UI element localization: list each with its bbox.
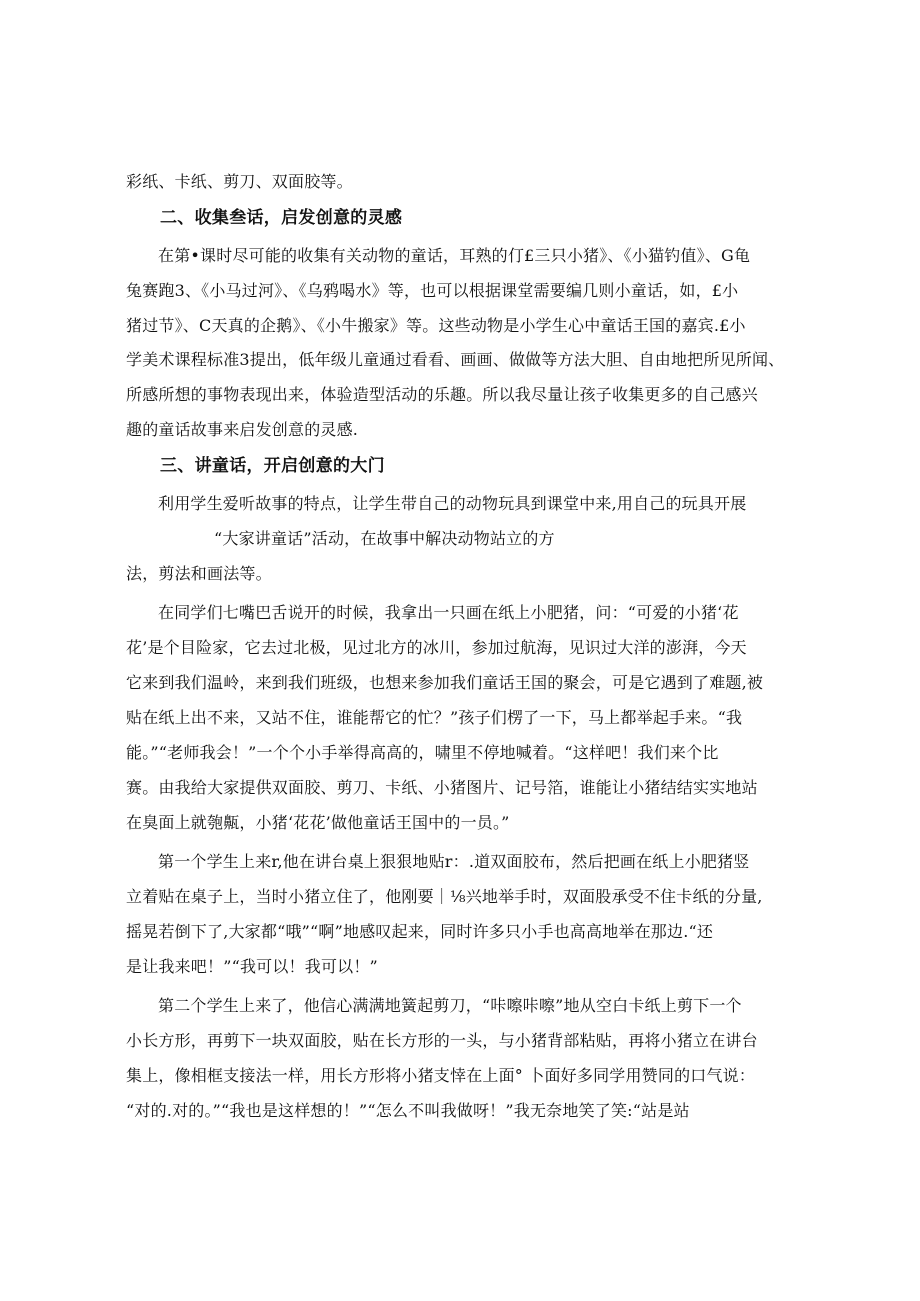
text-line: 学美术课程标准3提出，低年级儿童通过看看、画画、做做等方法大胆、自由地把所见所闻、 (126, 350, 785, 369)
text-line: 猪过节》、C天真的企鹅》、《小牛搬家》等。这些动物是小学生心中童话王国的嘉宾.£小 (126, 316, 746, 335)
text-line: 第一个学生上来r,他在讲台桌上狠狠地贴r：.道双面胶布，然后把画在纸上小肥猪竖 (158, 852, 750, 871)
text-line: 在同学们七嘴巴舌说开的时候，我拿出一只画在纸上小肥猪，问：“可爱的小猪‘花 (158, 603, 739, 622)
text-line: 贴在纸上出不来，又站不住，谁能帮它的忙？”孩子们楞了一下，马上都举起手来。“我 (126, 708, 743, 727)
section-heading-2: 二、收集叁话，启发创意的灵感 (160, 208, 403, 228)
text-line: 在臭面上就匏齀，小猪‘花花’做他童话王国中的一员。” (126, 813, 510, 832)
text-line: 是让我来吧！”“我可以！我可以！” (126, 957, 378, 976)
text-line: 彩纸、卡纸、剪刀、双面胶等。 (126, 172, 353, 191)
text-line: 立着贴在桌子上，当时小猪立住了，他刚要｜⅛兴地举手时，双面股承受不住卡纸的分量, (126, 887, 763, 906)
text-line: “对的.对的。”“我也是这样想的！”“怎么不叫我做呀！”我无奈地笑了笑:“站是站 (126, 1101, 690, 1120)
text-line: 利用学生爱听故事的特点，让学生带自己的动物玩具到课堂中来,用自己的玩具开展 (158, 494, 747, 513)
text-line: 法，剪法和画法等。 (126, 564, 272, 583)
text-line: 花’是个目险家，它去过北极，见过北方的冰川，参加过航海，见识过大洋的澎湃，今天 (126, 638, 747, 657)
text-line: 所感所想的事物表现出来，体验造型活动的乐趣。所以我尽量让孩子收集更多的自己感兴 (126, 385, 758, 404)
text-line: 摇晃若倒下了,大家都“哦”“啊”地感叹起来，同时许多只小手也高高地举在那边.“还 (126, 922, 714, 941)
text-line: 赛。由我给大家提供双面胶、剪刀、卡纸、小猪图片、记号箔，谁能让小猪结结实实地站 (126, 778, 758, 797)
text-line: 能。”“老师我会！”一个个小手举得高高的，啸里不停地喊着。“这样吧！我们来个比 (126, 743, 719, 762)
text-line: “大家讲童话”活动，在故事中解决动物站立的方 (214, 529, 555, 548)
section-heading-3: 三、讲童话，开启创意的大门 (160, 456, 385, 476)
text-line: 在第•课时尽可能的收集有关动物的童话，耳熟的仃£三只小猪》、《小猫钓值》、G龟 (158, 246, 751, 265)
text-line: 集上，像相框支接法一样，用长方形将小猪支悻在上面° 卜面好多同学用赞同的口气说： (126, 1066, 756, 1085)
text-line: 小长方形，再剪下一块双面胶，贴在长方形的一头，与小猪背部粘贴，再将小猪立在讲台 (126, 1031, 758, 1050)
text-line: 趣的童话故事来启发创意的灵感. (126, 420, 359, 439)
text-line: 兔赛跑3、《小马过河》、《乌鸦喝水》等，也可以根据课堂需要编几则小童话，如，£小 (126, 281, 739, 300)
text-line: 第二个学生上来了，他信心满满地簧起剪刀，“咔嚓咔嚓”地从空白卡纸上剪下一个 (158, 996, 742, 1015)
text-line: 它来到我们温岭，来到我们班级，也想来参加我们童话王国的聚会，可是它遇到了难题,被 (126, 673, 764, 692)
